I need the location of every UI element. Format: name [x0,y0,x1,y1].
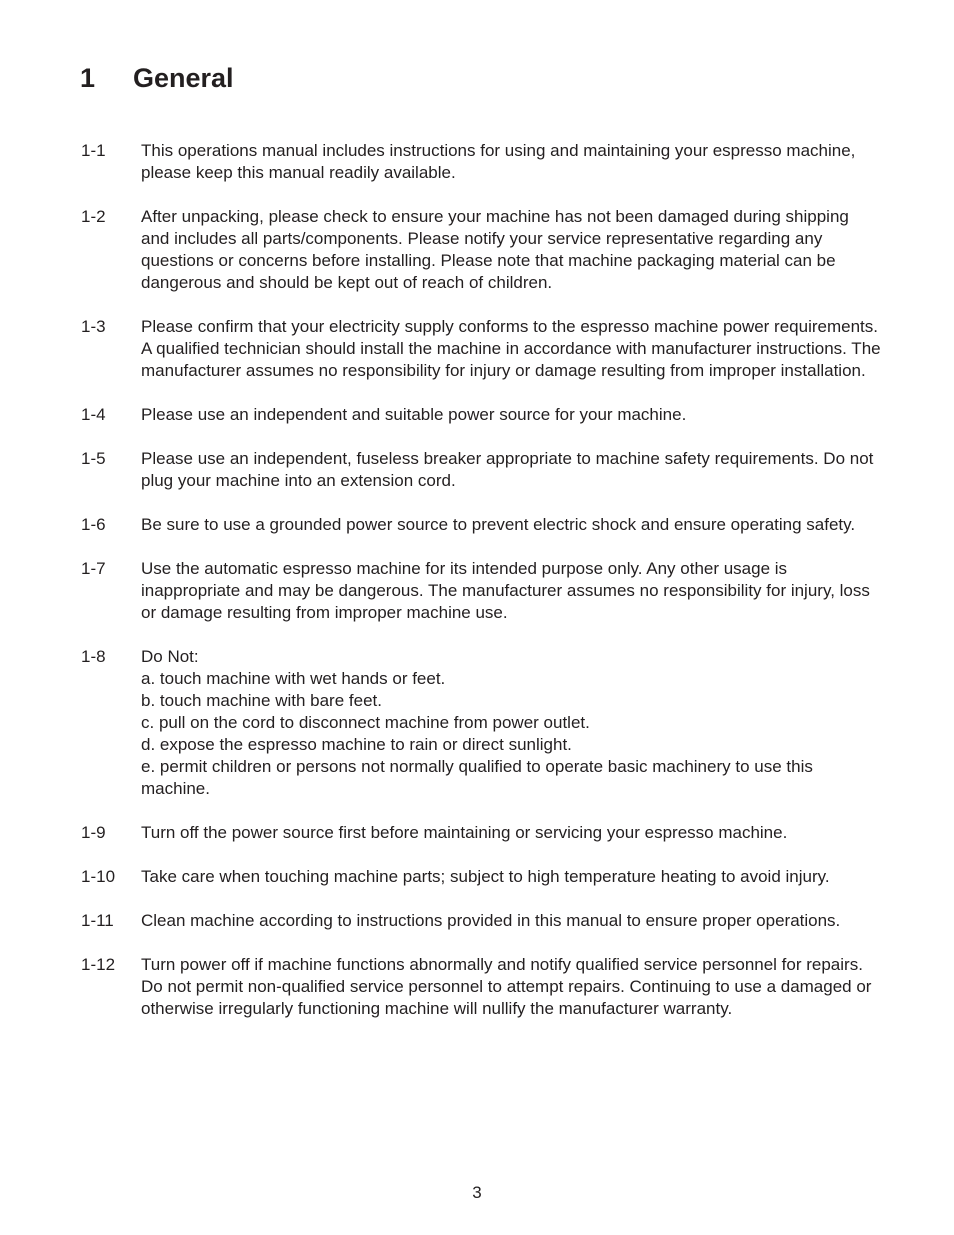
item-number: 1-12 [81,955,116,974]
sublist-item: a. touch machine with wet hands or feet. [141,669,446,688]
item-text: Take care when touching machine parts; subject to high temperature heating to avoid injury. [141,867,830,886]
sublist-item-text: e. permit children or persons not normally qualified to operate basic machinery to use this machine. [141,757,813,798]
list-item [81,822,881,844]
section-title: General [133,63,234,93]
sublist-item [114,756,881,800]
list-item [81,558,881,624]
item-number: 1-5 [81,449,106,468]
list-item [81,954,881,1020]
sublist-item: b. touch machine with bare feet. [141,691,382,710]
instruction-list [81,140,881,1042]
item-number: 1-4 [81,405,106,424]
list-item [81,448,881,492]
item-number: 1-6 [81,515,106,534]
item-number: 1-9 [81,823,106,842]
item-text: This operations manual includes instructions for using and maintaining your espresso machine, please keep this manual readily available. [141,141,856,182]
item-text: Please use an independent, fuseless breaker appropriate to machine safety requirements. Do not plug your machine into an extension cord. [141,449,874,490]
do-not-sublist [141,668,881,800]
list-item [81,316,881,382]
item-text: Please use an independent and suitable power source for your machine. [141,405,687,424]
page-number: 3 [472,1183,482,1202]
item-number: 1-8 [81,647,106,666]
item-number: 1-10 [81,867,116,886]
sublist-item: c. pull on the cord to disconnect machine from power outlet. [141,713,590,732]
item-number: 1-1 [81,141,106,160]
list-item [81,514,881,536]
item-text: Do Not: [141,647,199,666]
list-item [81,140,881,184]
list-item [81,646,881,800]
item-number: 1-3 [81,317,106,336]
item-text: After unpacking, please check to ensure your machine has not been damaged during shipping and includes all parts/components. Please notify your service representative regarding any questions or concerns before installing. Please note that machine packaging material can be dangerous and should be kept out of reach of children. [141,207,849,292]
list-item [81,404,881,426]
item-text: Turn power off if machine functions abnormally and notify qualified service personnel for repairs. Do not permit non-qualified service personnel to attempt repairs. Continuing to use a damaged or otherwise irregularly functioning machine will nullify the manufacturer warranty. [141,955,872,1018]
item-number: 1-11 [81,911,114,930]
section-heading [80,60,234,96]
list-item [81,206,881,294]
item-text: Please confirm that your electricity supply conforms to the espresso machine power requirements. A qualified technician should install the machine in accordance with manufacturer instructions. The manufacturer assumes no responsibility for injury or damage resulting from improper installation. [141,317,881,380]
item-number: 1-7 [81,559,106,578]
list-item [81,866,881,888]
item-text: Turn off the power source first before maintaining or servicing your espresso machine. [141,823,788,842]
item-text: Be sure to use a grounded power source to prevent electric shock and ensure operating safety. [141,515,856,534]
list-item [81,910,881,932]
item-text: Use the automatic espresso machine for its intended purpose only. Any other usage is inappropriate and may be dangerous. The manufacturer assumes no responsibility for injury, loss or damage resulting from improper machine use. [141,559,870,622]
item-text: Clean machine according to instructions provided in this manual to ensure proper operations. [141,911,841,930]
section-number: 1 [80,63,96,93]
sublist-item: d. expose the espresso machine to rain or direct sunlight. [141,735,572,754]
item-number: 1-2 [81,207,106,226]
